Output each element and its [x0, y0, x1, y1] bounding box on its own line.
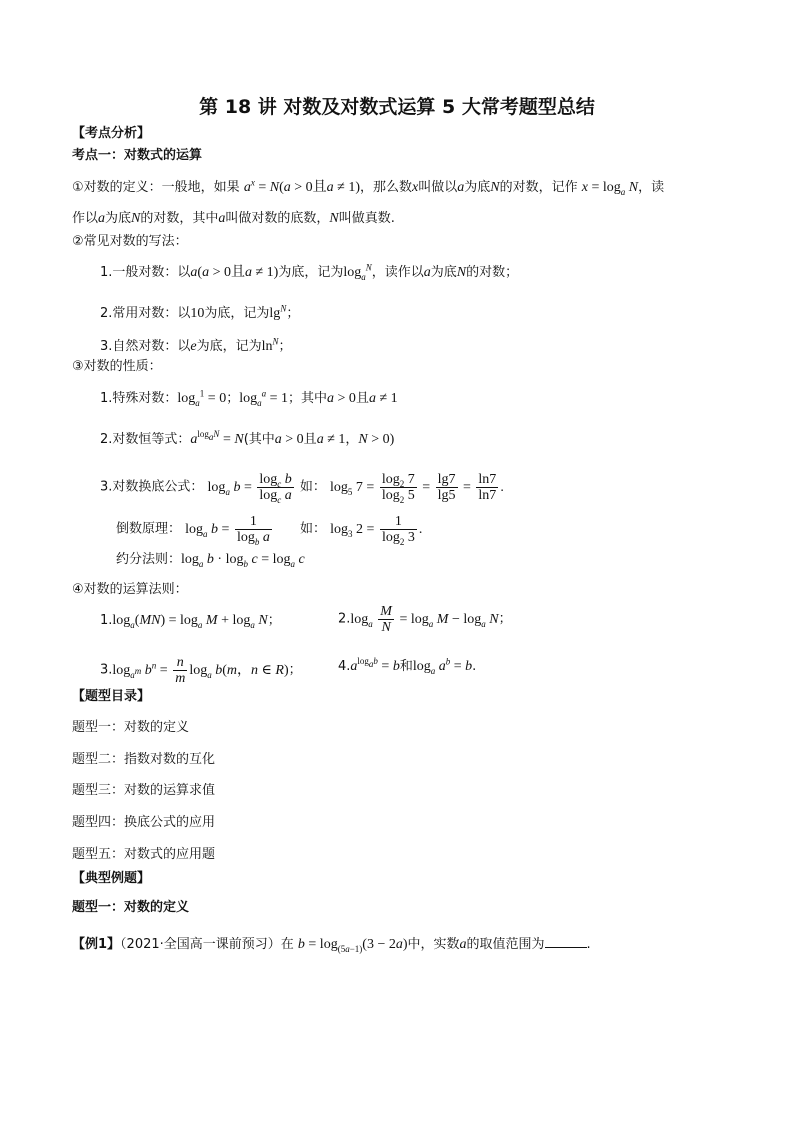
catalog-item: 题型一：对数的定义 — [72, 720, 190, 735]
props-heading: ③对数的性质： — [72, 359, 162, 374]
rule-2: $2.\log_a$ $\frac{M}{N}$ = $\log_a M - \log_a N$； — [338, 604, 512, 635]
example-1: 【例1】（2021·全国高一课前预习）在 $b = \log_{(5a-1)}(3 - 2a)$中，实数a的取值范围为 . — [72, 937, 591, 954]
answer-blank — [545, 935, 587, 948]
definition-line-2: 作以a为底N的对数，其中a叫做对数的底数，N叫做真数. — [72, 211, 395, 226]
common-item-1: 1.一般对数：以a(a > 0且a ≠ 1)为底，记为$\log_a^N$，读作以a为底N的对数； — [100, 262, 519, 282]
math-expr: $x = \log_a N$ — [581, 180, 639, 197]
section-catalog: 【题型目录】 — [72, 689, 151, 704]
math-expr: $a^x = N(a > 0$且a ≠ 1) — [243, 177, 360, 195]
prop-item-2: 2.对数恒等式：$a^{log_aN} = N$(其中a > 0且a ≠ 1，N > 0) — [100, 429, 395, 447]
rules-heading: ④对数的运算法则： — [72, 582, 188, 597]
catalog-item: 题型四：换底公式的应用 — [72, 815, 216, 830]
rule-3: $3.\log_{a^m}$ $b^n$ = $\frac{n}{m}$ $\log_a b(m$，n ∈ R)； — [100, 655, 302, 686]
rule-1: $1.\log_a(MN) = \log_a M + \log_a N$； — [100, 613, 281, 630]
rule-4: $4.a^{log_ab} = b$和$\log_a a^b = b$. — [338, 656, 477, 676]
common-item-3: 3.自然对数：以e为底，记为$\ln^N$； — [100, 336, 292, 354]
section-examples: 【典型例题】 — [72, 871, 151, 886]
common-item-2: 2.常用对数：以10为底，记为$\lg^N$； — [100, 303, 300, 321]
section-point1: 考点一：对数式的运算 — [72, 148, 203, 163]
type-heading-1: 题型一：对数的定义 — [72, 900, 190, 915]
catalog-item: 题型五：对数式的应用题 — [72, 847, 216, 862]
page-title: 第 18 讲 对数及对数式运算 5 大常考题型总结 — [199, 96, 595, 118]
catalog-item: 题型三：对数的运算求值 — [72, 783, 216, 798]
prop-item-3: 3.对数换底公式： $\log_a b$ = $\frac{\log_c b}{\log_c a}$ 如： $\log_5 7$ = $\frac{\log_2 7}{\log_2 5}$ = $\frac{\lg 7}{\lg 5}$ = $\frac{\ln 7}{\ln 7}$ . — [100, 472, 504, 505]
definition-line-1: ①对数的定义：一般地，如果 $a^x = N(a > 0$且a ≠ 1)，那么数x叫做以a为底N的对数，记作 $x = \log_a N$，读 — [72, 177, 665, 197]
section-analysis: 【考点分析】 — [72, 126, 151, 141]
circled-number: ① — [72, 180, 84, 195]
prop-chain-rule: 约分法则：$\log_a b \cdot \log_b c = \log_a c$ — [116, 552, 305, 569]
example-label: 【例1】 — [72, 937, 121, 952]
prop-item-1: 1.特殊对数：$\log_a^1 = 0$；$\log_a^a = 1$；其中a > 0且a ≠ 1 — [100, 388, 398, 408]
common-heading: ②常见对数的写法： — [72, 234, 188, 249]
catalog-item: 题型二：指数对数的互化 — [72, 752, 216, 767]
prop-reciprocal: 倒数原理： $\log_a b$ = $\frac{1}{\log_b a}$ 如： $\log_3 2$ = $\frac{1}{\log_2 3}$ . — [116, 514, 423, 547]
